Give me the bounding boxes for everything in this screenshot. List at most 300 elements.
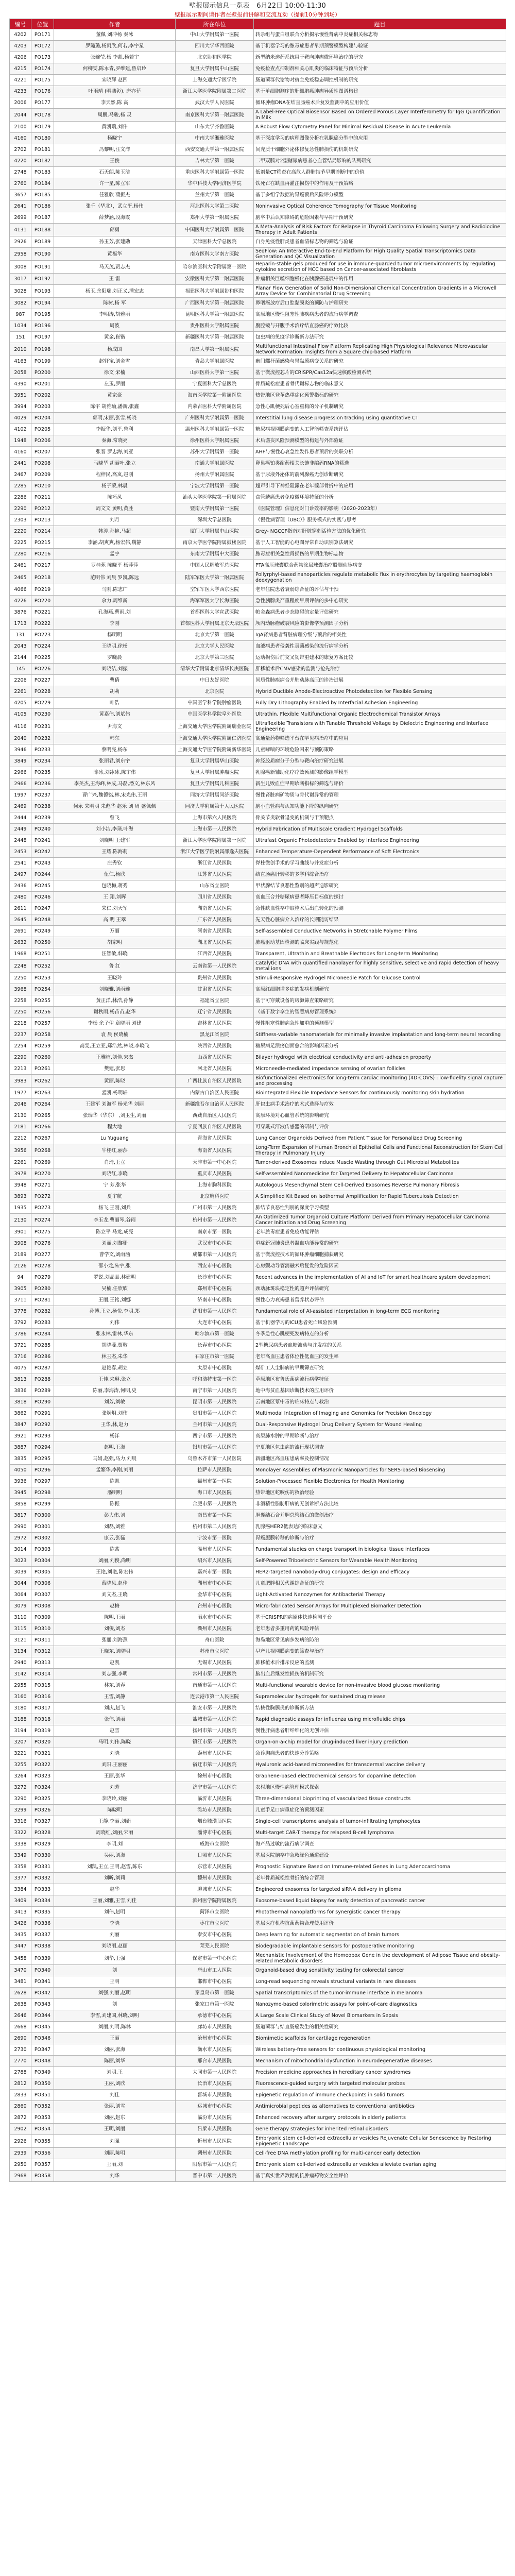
poster-number: 2213 [10, 1063, 31, 1075]
poster-number: 2990 [10, 1521, 31, 1533]
poster-affiliation: 哈尔滨医科大学附属第一医院 [176, 261, 254, 274]
poster-title: 农村地区慢性病管理模式探索 [254, 1782, 506, 1793]
poster-authors: 刘晓红,李晓 [54, 1168, 176, 1180]
poster-position: PO295 [31, 1453, 54, 1465]
poster-title: 急性心肌梗死后心室重构的分子机制研究 [254, 401, 506, 413]
poster-number: 3160 [10, 1691, 31, 1703]
poster-position: PO263 [31, 1088, 54, 1099]
poster-affiliation: 镇江市第一人民医院 [176, 1737, 254, 1748]
poster-authors: 杨晓宇 [54, 133, 176, 144]
poster-affiliation: 大连市中心医院 [176, 1317, 254, 1329]
table-row [10, 2067, 506, 2078]
poster-position: PO233 [31, 744, 54, 756]
poster-number: 2691 [10, 926, 31, 937]
poster-number: 2760 [10, 178, 31, 190]
poster-authors: 彭大伟,刘 [54, 1510, 176, 1521]
poster-number: 3470 [10, 1965, 31, 1976]
table-row [10, 835, 506, 846]
table-row [10, 1202, 506, 1214]
poster-affiliation: 天津医科大学总医院 [176, 236, 254, 248]
poster-number: 2611 [10, 903, 31, 914]
poster-affiliation: 福建医科大学附属协和医院 [176, 285, 254, 298]
poster-position: PO317 [31, 1703, 54, 1714]
poster-number: 2181 [10, 1122, 31, 1133]
poster-title: 颅内动脉瘤破裂风险的影像学预测因子分析 [254, 618, 506, 630]
poster-affiliation: 暨南大学附属第一医院 [176, 503, 254, 515]
table-row [10, 1988, 506, 1999]
poster-number: 3435 [10, 1929, 31, 1941]
poster-affiliation: 临沂市人民医院 [176, 1793, 254, 1805]
poster-affiliation: 贵州省人民医院 [176, 973, 254, 984]
title-date: 6月22日 10:00-11:30 [256, 2, 326, 10]
poster-title: 基于微流控技术的循环肿瘤细胞捕获研究 [254, 1249, 506, 1261]
table-row [10, 1283, 506, 1295]
table-row [10, 744, 506, 756]
poster-affiliation: 上海交通大学医学院附属新华医院 [176, 744, 254, 756]
table-row [10, 1771, 506, 1782]
poster-authors: 王丽,刘雅,王雪,刘佳 [54, 1895, 176, 1907]
poster-affiliation: 温州市人民医院 [176, 1544, 254, 1555]
poster-title: 新疆地区高血压患病率及控制情况 [254, 1453, 506, 1465]
poster-position: PO341 [31, 1976, 54, 1988]
poster-number: 2926 [10, 236, 31, 248]
poster-affiliation: 银川市第一人民医院 [176, 1442, 254, 1453]
poster-number: 1997 [10, 790, 31, 801]
table-row [10, 1976, 506, 1988]
poster-position: PO242 [31, 846, 54, 858]
poster-affiliation: 宿迁市第一人民医院 [176, 1759, 254, 1771]
table-row [10, 1476, 506, 1487]
poster-number: 2469 [10, 801, 31, 812]
poster-number: 2220 [10, 526, 31, 537]
poster-affiliation: 晋中市第一人民医院 [176, 2171, 254, 2182]
poster-affiliation: 贵州医科大学附属医院 [176, 320, 254, 332]
table-row [10, 2112, 506, 2124]
poster-affiliation: 深圳大学总医院 [176, 515, 254, 526]
poster-number: 1968 [10, 948, 31, 960]
poster-affiliation: 河北医科大学第二医院 [176, 201, 254, 212]
poster-title: 地中海贫血基因诊断技术的应用评价 [254, 1385, 506, 1397]
poster-authors: 黄福华 [54, 248, 176, 261]
poster-title: Self-assembled Nanomedicine for Targeted Delivery to Hepatocellular Carcinoma [254, 1168, 506, 1180]
poster-title: 乳腺癌HER2低表达的临床意义 [254, 1521, 506, 1533]
poster-authors: 胡家明 [54, 937, 176, 948]
poster-affiliation: 中山大学附属第一医院 [176, 29, 254, 41]
poster-title: 非酒精性脂肪肝病的无创诊断方法比较 [254, 1499, 506, 1510]
poster-title: 食管鳞癌患者免疫微环境特征的分析 [254, 492, 506, 503]
poster-authors: 刘芳,刘敏 [54, 1397, 176, 1408]
poster-title: 基于单细胞测序的肝细胞癌肿瘤异质性图谱构建 [254, 86, 506, 97]
table-row [10, 1612, 506, 1623]
table-row [10, 190, 506, 201]
poster-affiliation: 吉林省人民医院 [176, 1018, 254, 1029]
poster-position: PO297 [31, 1476, 54, 1487]
poster-number: 3458 [10, 1952, 31, 1965]
table-row [10, 1168, 506, 1180]
poster-authors: 王俊 [54, 156, 176, 167]
poster-position: PO181 [31, 144, 54, 156]
poster-number: 3921 [10, 1431, 31, 1442]
poster-title: 肺癌驱动基因检测的临床实践与规范化 [254, 937, 506, 948]
poster-position: PO316 [31, 1691, 54, 1703]
poster-position: PO281 [31, 1295, 54, 1306]
poster-affiliation: 山西省人民医院 [176, 1052, 254, 1063]
poster-position: PO257 [31, 1018, 54, 1029]
poster-position: PO319 [31, 1725, 54, 1737]
poster-authors: 孙玉芳,张建勋 [54, 236, 176, 248]
poster-title: 基于微流控芯片的CRISPR/Cas12a快速核酸检测系统 [254, 367, 506, 379]
poster-affiliation: 石家庄市第一医院 [176, 1351, 254, 1363]
poster-affiliation: 太原市中心医院 [176, 1363, 254, 1374]
poster-affiliation: 吉林大学第一医院 [176, 156, 254, 167]
poster-position: PO212 [31, 503, 54, 515]
table-row [10, 1601, 506, 1612]
poster-position: PO315 [31, 1680, 54, 1691]
poster-title: Dual-Responsive Hydrogel Drug Delivery System for Wound Healing [254, 1419, 506, 1431]
poster-position: PO183 [31, 167, 54, 178]
poster-authors: 谢秋雨,杨苗苗,赵华 [54, 1007, 176, 1018]
poster-number: 3862 [10, 1408, 31, 1419]
poster-position: PO269 [31, 1157, 54, 1168]
poster-number: 1713 [10, 618, 31, 630]
poster-number: 2144 [10, 652, 31, 664]
poster-number: 2218 [10, 1018, 31, 1029]
poster-authors: 胡莉 [54, 686, 176, 698]
poster-number: 2046 [10, 1099, 31, 1110]
poster-affiliation: 江苏省人民医院 [176, 869, 254, 880]
poster-affiliation: 湖州市中心医院 [176, 1578, 254, 1589]
poster-authors: 张永林,雷林,华东 [54, 1329, 176, 1340]
poster-title: 宁夏地区包虫病的流行现状调查 [254, 1442, 506, 1453]
poster-title: Embryonic stem cell-derived extracellular vesicles Rejuvenate Cellular Senescence by Restoring Epigenetic Landscape [254, 2135, 506, 2148]
poster-title: 重症新冠肺炎患者凝血功能异常的研究 [254, 1238, 506, 1249]
table-row [10, 29, 506, 41]
poster-authors: 王明,刘丽 [54, 2124, 176, 2135]
poster-affiliation: 沈阳市第一人民医院 [176, 1306, 254, 1317]
poster-number: 2812 [10, 2078, 31, 2090]
poster-title: Multi-target CAR-T therapy for relapsed B-cell lymphoma [254, 1827, 506, 1839]
poster-number: 3377 [10, 1873, 31, 1884]
poster-position: PO249 [31, 926, 54, 937]
poster-affiliation: 重庆市人民医院 [176, 1168, 254, 1180]
table-row [10, 298, 506, 309]
poster-authors: 夏宇航 [54, 1191, 176, 1202]
table-header-row [10, 19, 506, 29]
poster-number: 4160 [10, 447, 31, 458]
poster-title: Rapid diagnostic assays for influenza using microfluidic chips [254, 1714, 506, 1725]
poster-authors: 伍仁,杨欣 [54, 869, 176, 880]
poster-number: 2448 [10, 835, 31, 846]
poster-position: PO293 [31, 1431, 54, 1442]
poster-authors: 马晓华 胡丽叶,张立 [54, 458, 176, 469]
table-row [10, 1929, 506, 1941]
table-row [10, 1567, 506, 1578]
poster-affiliation: 潍坊市人民医院 [176, 1805, 254, 1816]
table-row [10, 664, 506, 675]
poster-authors: 程梓民,高岚,赵刚 [54, 469, 176, 481]
poster-affiliation: 宁波大学附属第一医院 [176, 481, 254, 492]
poster-authors: 刘明,王 [54, 2067, 176, 2078]
poster-position: PO186 [31, 201, 54, 212]
poster-title: Antimicrobial peptides as alternatives to conventional antibiotics [254, 2101, 506, 2112]
poster-number: 3951 [10, 390, 31, 401]
table-row [10, 1884, 506, 1895]
table-row [10, 1748, 506, 1759]
poster-authors: 蔡晓凤,赵佳 [54, 1578, 176, 1589]
poster-affiliation: 日照市人民医院 [176, 1850, 254, 1861]
poster-position: PO283 [31, 1317, 54, 1329]
poster-position: PO197 [31, 332, 54, 343]
table-row [10, 1669, 506, 1680]
poster-position: PO321 [31, 1748, 54, 1759]
poster-authors: 刘俊,刘杰 [54, 1623, 176, 1635]
poster-number: 2730 [10, 2044, 31, 2056]
poster-affiliation: 合肥市第一人民医院 [176, 1499, 254, 1510]
poster-affiliation: 浙江省人民医院 [176, 858, 254, 869]
poster-number: 2258 [10, 995, 31, 1007]
poster-authors: 赵明,王海 [54, 1442, 176, 1453]
poster-number: 2641 [10, 201, 31, 212]
poster-authors: 韩东 [54, 733, 176, 744]
poster-number: 2939 [10, 2148, 31, 2159]
poster-number: 2010 [10, 343, 31, 356]
poster-affiliation: 济宁市第一人民医院 [176, 1782, 254, 1793]
poster-position: PO228 [31, 686, 54, 698]
poster-authors: 程大地 [54, 1122, 176, 1133]
poster-position: PO251 [31, 948, 54, 960]
poster-position: PO266 [31, 1122, 54, 1133]
poster-affiliation: 青岛大学附属医院 [176, 356, 254, 367]
poster-authors: 林玉杰,朱华 [54, 1351, 176, 1363]
poster-affiliation: 烟台毓璜顶医院 [176, 1816, 254, 1827]
poster-authors: 宁 芳,张华 [54, 1180, 176, 1191]
poster-position: PO172 [31, 41, 54, 52]
poster-position: PO332 [31, 1873, 54, 1884]
poster-number: 2860 [10, 2101, 31, 2112]
poster-authors: 王 雷 [54, 274, 176, 285]
poster-number: 2225 [10, 537, 31, 549]
poster-authors: 陈宇 胡雅瑜,潘新,张鑫 [54, 401, 176, 413]
poster-number: 2290 [10, 1052, 31, 1063]
poster-number: 3893 [10, 1191, 31, 1202]
table-row [10, 1088, 506, 1099]
poster-authors: 张伟,刘丽 [54, 1714, 176, 1725]
poster-affiliation: 贵阳市第一人民医院 [176, 1408, 254, 1419]
poster-position: PO338 [31, 1941, 54, 1952]
table-row [10, 607, 506, 618]
poster-position: PO220 [31, 596, 54, 607]
poster-number: 4203 [10, 41, 31, 52]
poster-position: PO328 [31, 1827, 54, 1839]
table-row [10, 167, 506, 178]
poster-title: Hyaluronic acid-based microneedles for transdermal vaccine delivery [254, 1759, 506, 1771]
poster-authors: 许一星,陈立军 [54, 178, 176, 190]
poster-number: 2966 [10, 767, 31, 778]
poster-affiliation: 唐山市工人医院 [176, 1965, 254, 1976]
poster-affiliation: 沧州市中心医院 [176, 2033, 254, 2044]
poster-affiliation: 长春市中心医院 [176, 1340, 254, 1351]
table-row [10, 2124, 506, 2135]
poster-affiliation: 南京大学医学院附属鼓楼医院 [176, 537, 254, 549]
poster-authors: 王 翔,刘晖 [54, 892, 176, 903]
table-row [10, 720, 506, 733]
poster-number: 3255 [10, 1759, 31, 1771]
poster-authors: Lu Yuguang [54, 1133, 176, 1144]
poster-number: 2280 [10, 549, 31, 560]
poster-affiliation: 四川大学华西医院 [176, 41, 254, 52]
poster-position: PO175 [31, 75, 54, 86]
poster-position: PO250 [31, 937, 54, 948]
poster-affiliation: 河北省人民医院 [176, 1063, 254, 1075]
poster-position: PO280 [31, 1283, 54, 1295]
poster-number: 2250 [10, 973, 31, 984]
poster-number: 3142 [10, 1669, 31, 1680]
poster-affiliation: 新疆医科大学第一附属医院 [176, 332, 254, 343]
poster-position: PO227 [31, 675, 54, 686]
poster-title: 术后谵妄风险预测模型的构建与外部验证 [254, 435, 506, 447]
poster-number: 2130 [10, 1214, 31, 1227]
poster-authors: 罗锐,刘晶晶,林建明 [54, 1272, 176, 1283]
table-row [10, 584, 506, 596]
poster-affiliation: 浙江大学医学院附属第二医院 [176, 86, 254, 97]
poster-position: PO275 [31, 1227, 54, 1238]
poster-number: 3413 [10, 1907, 31, 1918]
poster-number: 3115 [10, 1623, 31, 1635]
poster-authors: 余力,周维新 [54, 596, 176, 607]
table-row [10, 1272, 506, 1283]
poster-title: 高原肺水肿的早期诊断与治疗 [254, 1431, 506, 1442]
poster-affiliation: 北京大学人民医院 [176, 641, 254, 652]
poster-position: PO279 [31, 1272, 54, 1283]
poster-affiliation: 山西医科大学第一医院 [176, 367, 254, 379]
poster-authors: 陈振 [54, 1499, 176, 1510]
poster-title: 新生儿败血症早期诊断指标的筛选与评价 [254, 778, 506, 790]
table-row [10, 1397, 506, 1408]
poster-authors: 曾飞 [54, 812, 176, 824]
poster-number: 3039 [10, 1567, 31, 1578]
poster-affiliation: 广西医科大学第一附属医院 [176, 298, 254, 309]
table-row [10, 641, 506, 652]
poster-number: 2926 [10, 2135, 31, 2148]
poster-title: 热带地区蛇咬伤的救治经验 [254, 1487, 506, 1499]
poster-affiliation: 青海省人民医院 [176, 1133, 254, 1144]
poster-title: Long-Term Expansion of Human Bronchial Epithelial Cells and Functional Reconstruction for Stem Cell Therapy in Pulmonary Injury [254, 1144, 506, 1157]
poster-position: PO355 [31, 2135, 54, 2148]
poster-authors: 樊建,张思 [54, 1063, 176, 1075]
poster-authors: 万丽 [54, 926, 176, 937]
poster-title: Photothermal nanoplatforms for synergistic cancer therapy [254, 1907, 506, 1918]
poster-number: 3905 [10, 1283, 31, 1295]
poster-affiliation: 黑龙江省医院 [176, 1029, 254, 1041]
table-row [10, 914, 506, 926]
poster-number: 3110 [10, 1612, 31, 1623]
poster-authors: 陈冰,刘冰冰,陈宇伟 [54, 767, 176, 778]
poster-number: 2040 [10, 733, 31, 744]
poster-authors: 陈丽,李海涛,何明,史 [54, 1385, 176, 1397]
poster-authors: 朱仁,刘天军 [54, 903, 176, 914]
poster-number: 2699 [10, 212, 31, 224]
poster-title: 高原红细胞增多症的发病机制研究 [254, 984, 506, 995]
poster-number: 3716 [10, 1351, 31, 1363]
poster-title: 《慢性病管理（UBC）》服务模式的实践与思考 [254, 515, 506, 526]
poster-title: Epigenetic regulation of immune checkpoints in solid tumors [254, 2090, 506, 2101]
poster-title: 循环肿瘤DNA在结直肠癌术后复发监测中的应用价值 [254, 97, 506, 109]
poster-number: 3711 [10, 1295, 31, 1306]
poster-position: PO320 [31, 1737, 54, 1748]
poster-position: PO208 [31, 458, 54, 469]
table-row [10, 1340, 506, 1351]
poster-title: Biofunctionalized electronics for long-term cardiac monitoring (4D-COVS) : low-fidelity signal capture and processing [254, 1075, 506, 1088]
poster-number: 3956 [10, 1144, 31, 1157]
poster-affiliation: 复旦大学附属儿科医院 [176, 778, 254, 790]
poster-number: 4160 [10, 133, 31, 144]
poster-affiliation: 昆明医科大学第一附属医院 [176, 309, 254, 320]
poster-title: 儿童哮喘的环境危险因素与预防策略 [254, 744, 506, 756]
poster-authors: 张晋 罗忠海,刘亚 [54, 447, 176, 458]
poster-authors: 张丽,刘海燕 [54, 1635, 176, 1646]
poster-affiliation: 上海市第六人民医院 [176, 812, 254, 824]
poster-affiliation: 西宁市第一人民医院 [176, 1431, 254, 1442]
table-row [10, 1646, 506, 1657]
table-row [10, 652, 506, 664]
table-row [10, 1657, 506, 1669]
table-row [10, 778, 506, 790]
table-row [10, 1110, 506, 1122]
poster-position: PO202 [31, 390, 54, 401]
table-row [10, 2044, 506, 2056]
poster-authors: 庄秀钦 [54, 858, 176, 869]
poster-affiliation: 乌鲁木齐市第一人民医院 [176, 1453, 254, 1465]
table-row [10, 1499, 506, 1510]
poster-position: PO206 [31, 435, 54, 447]
poster-title: 早产儿视网膜病变的筛查与治疗 [254, 1646, 506, 1657]
table-row [10, 503, 506, 515]
poster-position: PO205 [31, 424, 54, 435]
poster-affiliation: 北京协和医学院 [176, 52, 254, 63]
table-row [10, 973, 506, 984]
poster-position: PO188 [31, 224, 54, 236]
poster-title: Self-Powered Triboelectric Sensors for Wearable Health Monitoring [254, 1555, 506, 1567]
table-row [10, 1238, 506, 1249]
poster-number: 3221 [10, 1748, 31, 1759]
poster-affiliation: 陆军军医大学第一附属医院 [176, 571, 254, 584]
poster-affiliation: 中南大学湘雅医院 [176, 133, 254, 144]
poster-number: 2968 [10, 2171, 31, 2182]
poster-affiliation: 扬州市第一人民医院 [176, 1725, 254, 1737]
table-row [10, 1623, 506, 1635]
table-row [10, 1029, 506, 1041]
table-row [10, 1737, 506, 1748]
poster-affiliation: 四川省人民医院 [176, 892, 254, 903]
poster-authors: 刘丽,刘黎珊 [54, 1238, 176, 1249]
poster-title: 脊柱微创手术的学习曲线与并发症分析 [254, 858, 506, 869]
poster-position: PO179 [31, 122, 54, 133]
table-row [10, 995, 506, 1007]
poster-position: PO343 [31, 1999, 54, 2010]
table-row [10, 1544, 506, 1555]
poster-authors: 陈明,王丽 [54, 1612, 176, 1623]
poster-position: PO273 [31, 1202, 54, 1214]
poster-affiliation: 中国医学科学院阜外医院 [176, 709, 254, 720]
poster-title: Wireless battery-free sensors for continuous physiological monitoring [254, 2044, 506, 2056]
table-row [10, 1191, 506, 1202]
table-row [10, 379, 506, 390]
poster-number: 2285 [10, 481, 31, 492]
poster-authors: 李杨 余子伊 章晓丽 刘建 [54, 1018, 176, 1029]
poster-title: 高血压合并糖尿病患者降压目标值的探讨 [254, 892, 506, 903]
poster-number: 4163 [10, 356, 31, 367]
poster-authors: 刘小洁,李瑛,叶海 [54, 824, 176, 835]
